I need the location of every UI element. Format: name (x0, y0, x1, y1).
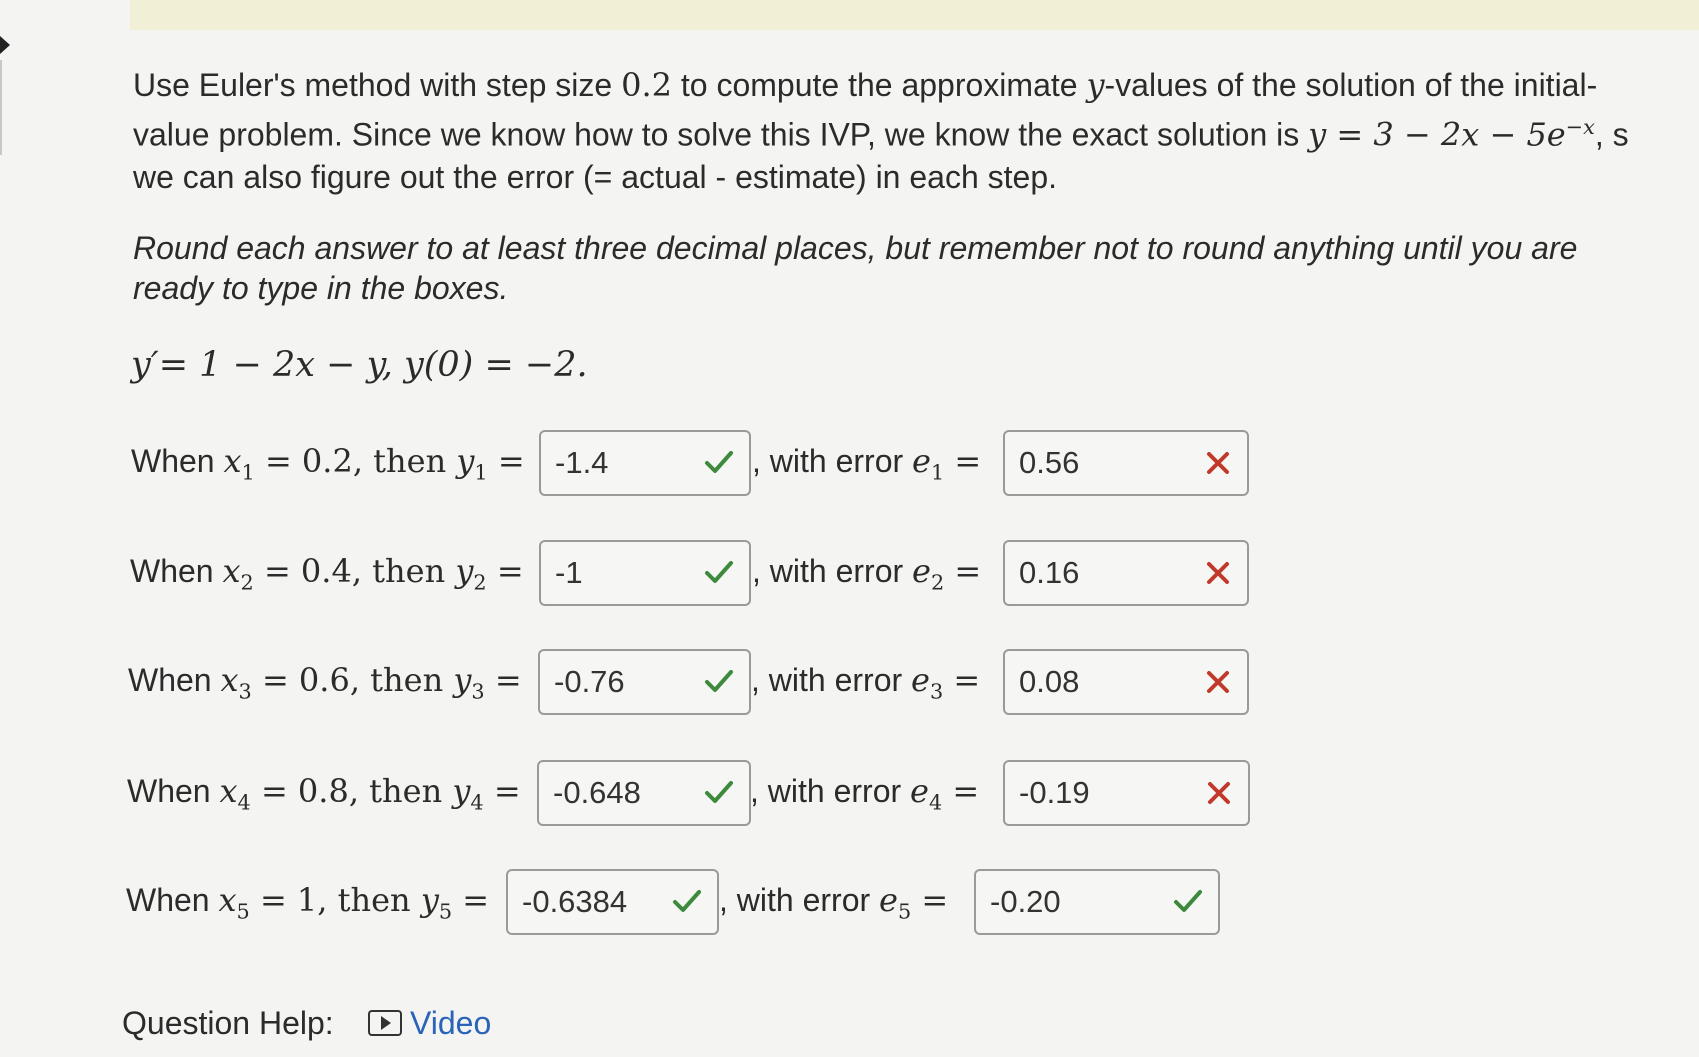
top-banner (130, 0, 1699, 30)
x-icon (1205, 669, 1231, 695)
left-divider (0, 60, 2, 155)
answer-row (0, 430, 1699, 496)
step-label: When $x_2 = 0.4$, then $y_2$ = (130, 552, 524, 595)
y-answer-input[interactable] (539, 540, 751, 606)
y-answer-input[interactable] (506, 869, 719, 935)
y-answer-value: -0.648 (553, 775, 641, 810)
intro-line-1: Use Euler's method with step size 0.2 to compute the approximate y-values of the solution of the initial- (133, 66, 1598, 104)
answer-row (0, 649, 1699, 715)
step-label: When $x_1 = 0.2$, then $y_1$ = (131, 442, 525, 485)
check-icon (703, 665, 735, 697)
error-answer-input[interactable] (974, 869, 1220, 935)
error-label: , with error $e_5$ = (719, 881, 949, 924)
intro-line-2: value problem. Since we know how to solve this IVP, we know the exact solution is $y = 3 - 2x - 5e^{-x}$, s (133, 115, 1629, 154)
error-label: , with error $e_2$ = (752, 552, 982, 595)
problem-statement (133, 64, 1693, 198)
check-icon (671, 885, 703, 917)
y-answer-input[interactable] (539, 430, 751, 496)
error-answer-input[interactable] (1003, 430, 1249, 496)
error-answer-value: 0.08 (1019, 664, 1080, 699)
error-answer-input[interactable] (1003, 540, 1249, 606)
check-icon (703, 556, 735, 588)
y-answer-value: -1 (555, 555, 583, 590)
error-label: , with error $e_3$ = (751, 661, 981, 704)
y-answer-input[interactable] (538, 649, 751, 715)
x-icon (1206, 780, 1232, 806)
step-label: When $x_5 = 1$, then $y_5$ = (126, 881, 490, 924)
x-icon (1205, 560, 1231, 586)
error-answer-value: -0.20 (990, 884, 1061, 919)
error-answer-value: -0.19 (1019, 775, 1090, 810)
y-answer-value: -1.4 (555, 445, 609, 480)
y-answer-value: -0.76 (554, 664, 625, 699)
video-icon (368, 1010, 402, 1036)
error-answer-input[interactable] (1003, 649, 1249, 715)
check-icon (703, 446, 735, 478)
error-answer-value: 0.56 (1019, 445, 1080, 480)
step-label: When $x_3 = 0.6$, then $y_3$ = (128, 661, 522, 704)
error-label: , with error $e_1$ = (752, 442, 982, 485)
ivp-equation: y′= 1 − 2x − y, y(0) = −2. (131, 345, 588, 385)
rounding-instruction: Round each answer to at least three decimal places, but remember not to round anything until you are ready to type in the boxes. (133, 230, 1578, 306)
error-answer-value: 0.16 (1019, 555, 1080, 590)
intro-line-3: we can also figure out the error (= actual - estimate) in each step. (133, 158, 1058, 195)
x-icon (1205, 450, 1231, 476)
check-icon (703, 776, 735, 808)
video-link[interactable]: Video (368, 1005, 491, 1042)
answer-row (0, 540, 1699, 606)
y-answer-value: -0.6384 (522, 884, 628, 919)
collapse-arrow-icon[interactable] (0, 36, 10, 54)
error-answer-input[interactable] (1003, 760, 1250, 826)
question-help-label: Question Help: (122, 1005, 334, 1041)
check-icon (1172, 885, 1204, 917)
answer-row (0, 869, 1699, 935)
error-label: , with error $e_4$ = (750, 772, 980, 815)
step-label: When $x_4 = 0.8$, then $y_4$ = (127, 772, 521, 815)
answer-row (0, 760, 1699, 826)
y-answer-input[interactable] (537, 760, 751, 826)
exact-solution: y = 3 − 2x − 5e (1308, 115, 1566, 154)
